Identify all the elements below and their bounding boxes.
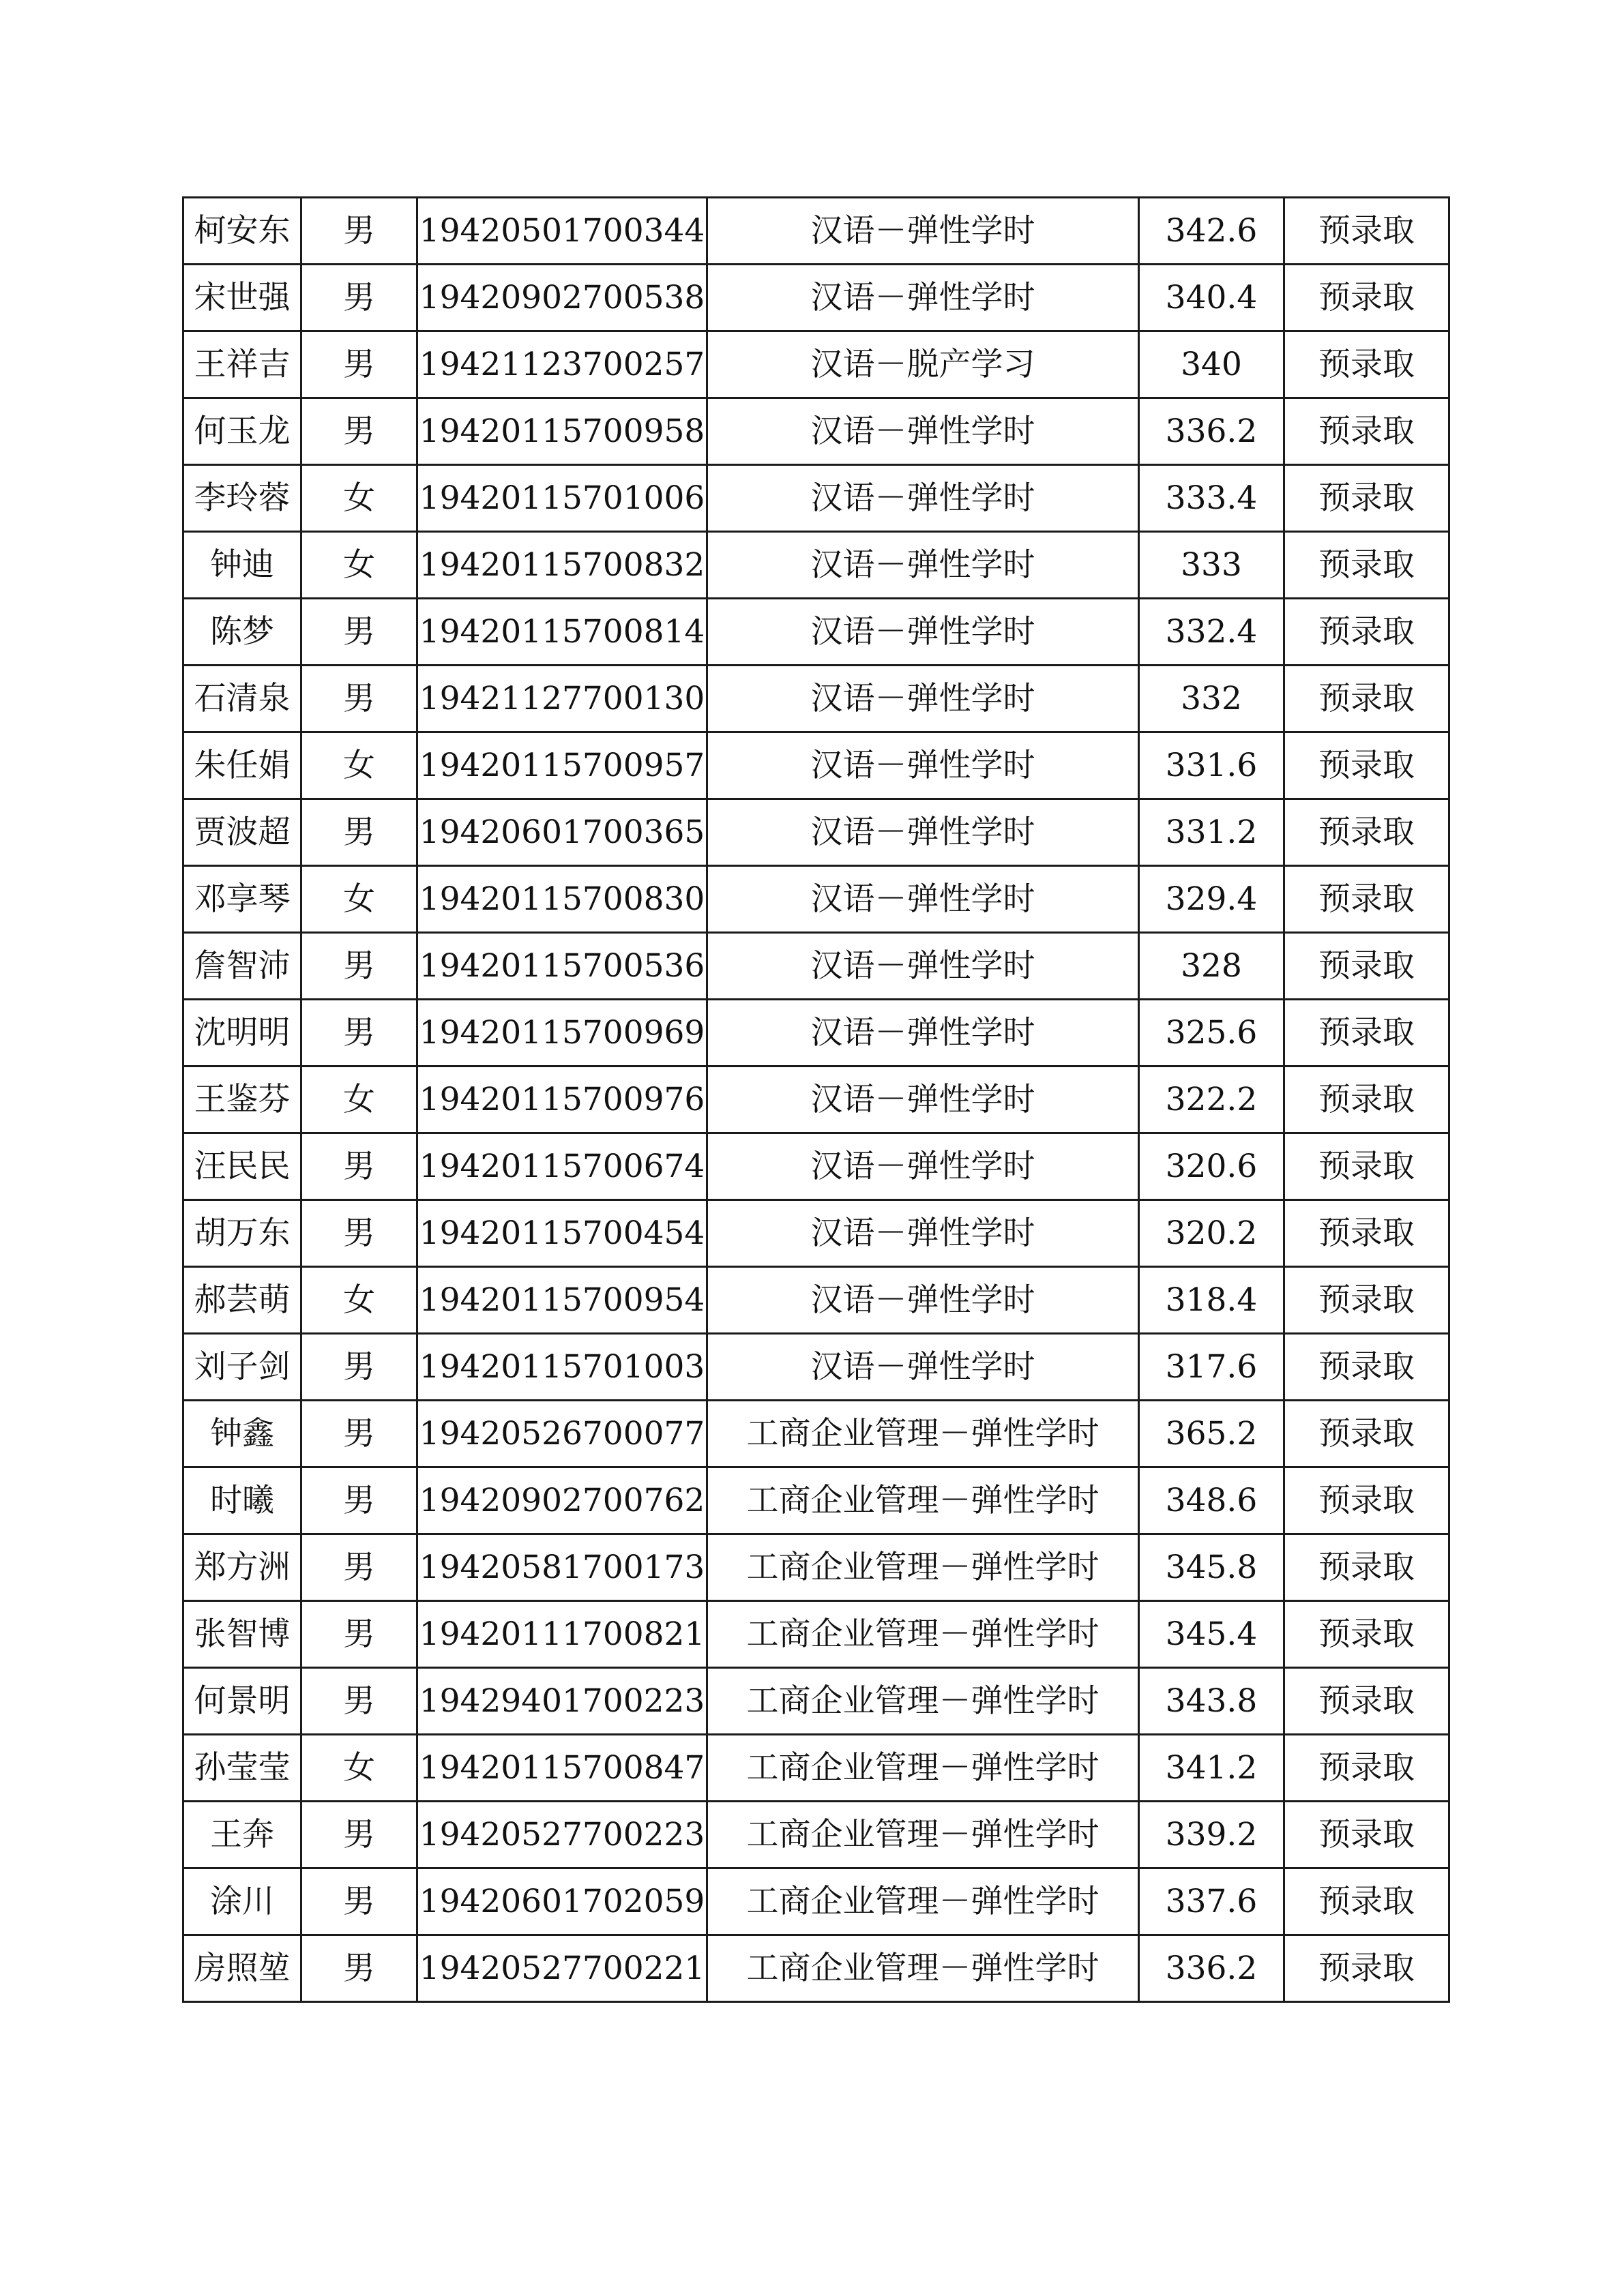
status-cell: 预录取 <box>1284 599 1449 666</box>
score-cell: 333.4 <box>1139 465 1284 532</box>
major-cell: 工商企业管理－弹性学时 <box>707 1735 1139 1802</box>
status-cell: 预录取 <box>1284 265 1449 331</box>
score-cell: 341.2 <box>1139 1735 1284 1802</box>
name-cell: 房照堃 <box>183 1935 301 2002</box>
gender-cell: 男 <box>301 599 417 666</box>
status-cell: 预录取 <box>1284 1401 1449 1467</box>
major-cell: 汉语－弹性学时 <box>707 1267 1139 1334</box>
admission-table <box>182 196 1450 2003</box>
candidate-id-cell: 19420601702059 <box>417 1868 707 1935</box>
gender-cell: 男 <box>301 1133 417 1200</box>
status-cell: 预录取 <box>1284 1334 1449 1401</box>
major-cell: 工商企业管理－弹性学时 <box>707 1668 1139 1735</box>
status-cell: 预录取 <box>1284 1133 1449 1200</box>
table-row <box>183 933 1449 1000</box>
table-row <box>183 799 1449 866</box>
status-cell: 预录取 <box>1284 331 1449 398</box>
major-cell: 汉语－弹性学时 <box>707 198 1139 265</box>
score-cell: 337.6 <box>1139 1868 1284 1935</box>
name-cell: 何景明 <box>183 1668 301 1735</box>
score-cell: 322.2 <box>1139 1067 1284 1133</box>
gender-cell: 男 <box>301 1401 417 1467</box>
name-cell: 李玲蓉 <box>183 465 301 532</box>
candidate-id-cell: 19420501700344 <box>417 198 707 265</box>
status-cell: 预录取 <box>1284 1067 1449 1133</box>
name-cell: 陈梦 <box>183 599 301 666</box>
score-cell: 318.4 <box>1139 1267 1284 1334</box>
candidate-id-cell: 19420115700847 <box>417 1735 707 1802</box>
table-row <box>183 1668 1449 1735</box>
score-cell: 332.4 <box>1139 599 1284 666</box>
status-cell: 预录取 <box>1284 1735 1449 1802</box>
gender-cell: 男 <box>301 265 417 331</box>
gender-cell: 男 <box>301 1000 417 1067</box>
candidate-id-cell: 19420115700814 <box>417 599 707 666</box>
major-cell: 汉语－弹性学时 <box>707 1334 1139 1401</box>
major-cell: 汉语－弹性学时 <box>707 532 1139 599</box>
name-cell: 时曦 <box>183 1467 301 1534</box>
table-row <box>183 1467 1449 1534</box>
gender-cell: 男 <box>301 1601 417 1668</box>
status-cell: 预录取 <box>1284 1668 1449 1735</box>
candidate-id-cell: 19420115700954 <box>417 1267 707 1334</box>
table-row <box>183 1334 1449 1401</box>
major-cell: 汉语－弹性学时 <box>707 599 1139 666</box>
gender-cell: 女 <box>301 1067 417 1133</box>
table-row <box>183 666 1449 732</box>
gender-cell: 女 <box>301 732 417 799</box>
score-cell: 331.6 <box>1139 732 1284 799</box>
candidate-id-cell: 19420115700536 <box>417 933 707 1000</box>
name-cell: 张智博 <box>183 1601 301 1668</box>
candidate-id-cell: 19420115700832 <box>417 532 707 599</box>
major-cell: 汉语－弹性学时 <box>707 732 1139 799</box>
name-cell: 沈明明 <box>183 1000 301 1067</box>
score-cell: 325.6 <box>1139 1000 1284 1067</box>
candidate-id-cell: 19420115701006 <box>417 465 707 532</box>
name-cell: 王奔 <box>183 1802 301 1868</box>
gender-cell: 男 <box>301 1200 417 1267</box>
table-row <box>183 532 1449 599</box>
status-cell: 预录取 <box>1284 1935 1449 2002</box>
status-cell: 预录取 <box>1284 1267 1449 1334</box>
table-row <box>183 1601 1449 1668</box>
name-cell: 郝芸萌 <box>183 1267 301 1334</box>
major-cell: 工商企业管理－弹性学时 <box>707 1467 1139 1534</box>
status-cell: 预录取 <box>1284 866 1449 933</box>
candidate-id-cell: 19421123700257 <box>417 331 707 398</box>
major-cell: 汉语－弹性学时 <box>707 933 1139 1000</box>
score-cell: 348.6 <box>1139 1467 1284 1534</box>
gender-cell: 男 <box>301 1802 417 1868</box>
name-cell: 钟鑫 <box>183 1401 301 1467</box>
table-row <box>183 732 1449 799</box>
name-cell: 胡万东 <box>183 1200 301 1267</box>
name-cell: 詹智沛 <box>183 933 301 1000</box>
candidate-id-cell: 19421127700130 <box>417 666 707 732</box>
status-cell: 预录取 <box>1284 1467 1449 1534</box>
major-cell: 工商企业管理－弹性学时 <box>707 1534 1139 1601</box>
major-cell: 汉语－弹性学时 <box>707 265 1139 331</box>
status-cell: 预录取 <box>1284 1200 1449 1267</box>
candidate-id-cell: 19420902700762 <box>417 1467 707 1534</box>
table-row <box>183 1868 1449 1935</box>
score-cell: 320.6 <box>1139 1133 1284 1200</box>
name-cell: 宋世强 <box>183 265 301 331</box>
major-cell: 工商企业管理－弹性学时 <box>707 1868 1139 1935</box>
candidate-id-cell: 19420115700957 <box>417 732 707 799</box>
status-cell: 预录取 <box>1284 1000 1449 1067</box>
major-cell: 汉语－弹性学时 <box>707 465 1139 532</box>
score-cell: 339.2 <box>1139 1802 1284 1868</box>
major-cell: 汉语－弹性学时 <box>707 866 1139 933</box>
name-cell: 刘子剑 <box>183 1334 301 1401</box>
gender-cell: 男 <box>301 198 417 265</box>
candidate-id-cell: 19429401700223 <box>417 1668 707 1735</box>
gender-cell: 男 <box>301 331 417 398</box>
status-cell: 预录取 <box>1284 1868 1449 1935</box>
status-cell: 预录取 <box>1284 465 1449 532</box>
major-cell: 工商企业管理－弹性学时 <box>707 1601 1139 1668</box>
major-cell: 工商企业管理－弹性学时 <box>707 1802 1139 1868</box>
name-cell: 涂川 <box>183 1868 301 1935</box>
table-row <box>183 1401 1449 1467</box>
candidate-id-cell: 19420111700821 <box>417 1601 707 1668</box>
name-cell: 孙莹莹 <box>183 1735 301 1802</box>
score-cell: 340.4 <box>1139 265 1284 331</box>
score-cell: 343.8 <box>1139 1668 1284 1735</box>
gender-cell: 男 <box>301 1534 417 1601</box>
candidate-id-cell: 19420115700674 <box>417 1133 707 1200</box>
score-cell: 331.2 <box>1139 799 1284 866</box>
candidate-id-cell: 19420527700223 <box>417 1802 707 1868</box>
major-cell: 汉语－弹性学时 <box>707 799 1139 866</box>
table-row <box>183 1935 1449 2002</box>
table-row <box>183 465 1449 532</box>
table-row <box>183 1534 1449 1601</box>
major-cell: 工商企业管理－弹性学时 <box>707 1935 1139 2002</box>
gender-cell: 男 <box>301 799 417 866</box>
score-cell: 328 <box>1139 933 1284 1000</box>
candidate-id-cell: 19420601700365 <box>417 799 707 866</box>
name-cell: 汪民民 <box>183 1133 301 1200</box>
candidate-id-cell: 19420526700077 <box>417 1401 707 1467</box>
gender-cell: 男 <box>301 1868 417 1935</box>
table-row <box>183 1133 1449 1200</box>
score-cell: 332 <box>1139 666 1284 732</box>
name-cell: 钟迪 <box>183 532 301 599</box>
major-cell: 汉语－弹性学时 <box>707 398 1139 465</box>
gender-cell: 女 <box>301 866 417 933</box>
gender-cell: 男 <box>301 666 417 732</box>
name-cell: 柯安东 <box>183 198 301 265</box>
gender-cell: 女 <box>301 532 417 599</box>
candidate-id-cell: 19420115700830 <box>417 866 707 933</box>
name-cell: 郑方洲 <box>183 1534 301 1601</box>
status-cell: 预录取 <box>1284 933 1449 1000</box>
status-cell: 预录取 <box>1284 666 1449 732</box>
major-cell: 汉语－弹性学时 <box>707 666 1139 732</box>
gender-cell: 女 <box>301 465 417 532</box>
gender-cell: 男 <box>301 1334 417 1401</box>
admission-table-body <box>183 198 1449 2002</box>
table-row <box>183 331 1449 398</box>
candidate-id-cell: 19420115700454 <box>417 1200 707 1267</box>
name-cell: 朱任娟 <box>183 732 301 799</box>
name-cell: 何玉龙 <box>183 398 301 465</box>
table-row <box>183 1267 1449 1334</box>
status-cell: 预录取 <box>1284 198 1449 265</box>
table-row <box>183 1802 1449 1868</box>
gender-cell: 女 <box>301 1267 417 1334</box>
major-cell: 汉语－弹性学时 <box>707 1200 1139 1267</box>
gender-cell: 男 <box>301 1935 417 2002</box>
major-cell: 汉语－脱产学习 <box>707 331 1139 398</box>
gender-cell: 男 <box>301 1668 417 1735</box>
status-cell: 预录取 <box>1284 1802 1449 1868</box>
table-row <box>183 1200 1449 1267</box>
status-cell: 预录取 <box>1284 1601 1449 1668</box>
score-cell: 329.4 <box>1139 866 1284 933</box>
score-cell: 345.8 <box>1139 1534 1284 1601</box>
table-row <box>183 198 1449 265</box>
status-cell: 预录取 <box>1284 732 1449 799</box>
table-row <box>183 866 1449 933</box>
table-row <box>183 1067 1449 1133</box>
table-row <box>183 398 1449 465</box>
score-cell: 336.2 <box>1139 398 1284 465</box>
major-cell: 汉语－弹性学时 <box>707 1133 1139 1200</box>
candidate-id-cell: 19420902700538 <box>417 265 707 331</box>
candidate-id-cell: 19420581700173 <box>417 1534 707 1601</box>
major-cell: 汉语－弹性学时 <box>707 1000 1139 1067</box>
status-cell: 预录取 <box>1284 1534 1449 1601</box>
major-cell: 汉语－弹性学时 <box>707 1067 1139 1133</box>
score-cell: 336.2 <box>1139 1935 1284 2002</box>
gender-cell: 女 <box>301 1735 417 1802</box>
score-cell: 340 <box>1139 331 1284 398</box>
table-row <box>183 599 1449 666</box>
major-cell: 工商企业管理－弹性学时 <box>707 1401 1139 1467</box>
candidate-id-cell: 19420115700958 <box>417 398 707 465</box>
table-row <box>183 1735 1449 1802</box>
score-cell: 317.6 <box>1139 1334 1284 1401</box>
candidate-id-cell: 19420115700976 <box>417 1067 707 1133</box>
name-cell: 贾波超 <box>183 799 301 866</box>
score-cell: 345.4 <box>1139 1601 1284 1668</box>
candidate-id-cell: 19420527700221 <box>417 1935 707 2002</box>
score-cell: 333 <box>1139 532 1284 599</box>
candidate-id-cell: 19420115700969 <box>417 1000 707 1067</box>
status-cell: 预录取 <box>1284 799 1449 866</box>
status-cell: 预录取 <box>1284 532 1449 599</box>
status-cell: 预录取 <box>1284 398 1449 465</box>
name-cell: 邓享琴 <box>183 866 301 933</box>
score-cell: 342.6 <box>1139 198 1284 265</box>
name-cell: 王鉴芬 <box>183 1067 301 1133</box>
table-row <box>183 265 1449 331</box>
table-row <box>183 1000 1449 1067</box>
name-cell: 王祥吉 <box>183 331 301 398</box>
gender-cell: 男 <box>301 398 417 465</box>
name-cell: 石清泉 <box>183 666 301 732</box>
candidate-id-cell: 19420115701003 <box>417 1334 707 1401</box>
score-cell: 320.2 <box>1139 1200 1284 1267</box>
gender-cell: 男 <box>301 933 417 1000</box>
score-cell: 365.2 <box>1139 1401 1284 1467</box>
gender-cell: 男 <box>301 1467 417 1534</box>
